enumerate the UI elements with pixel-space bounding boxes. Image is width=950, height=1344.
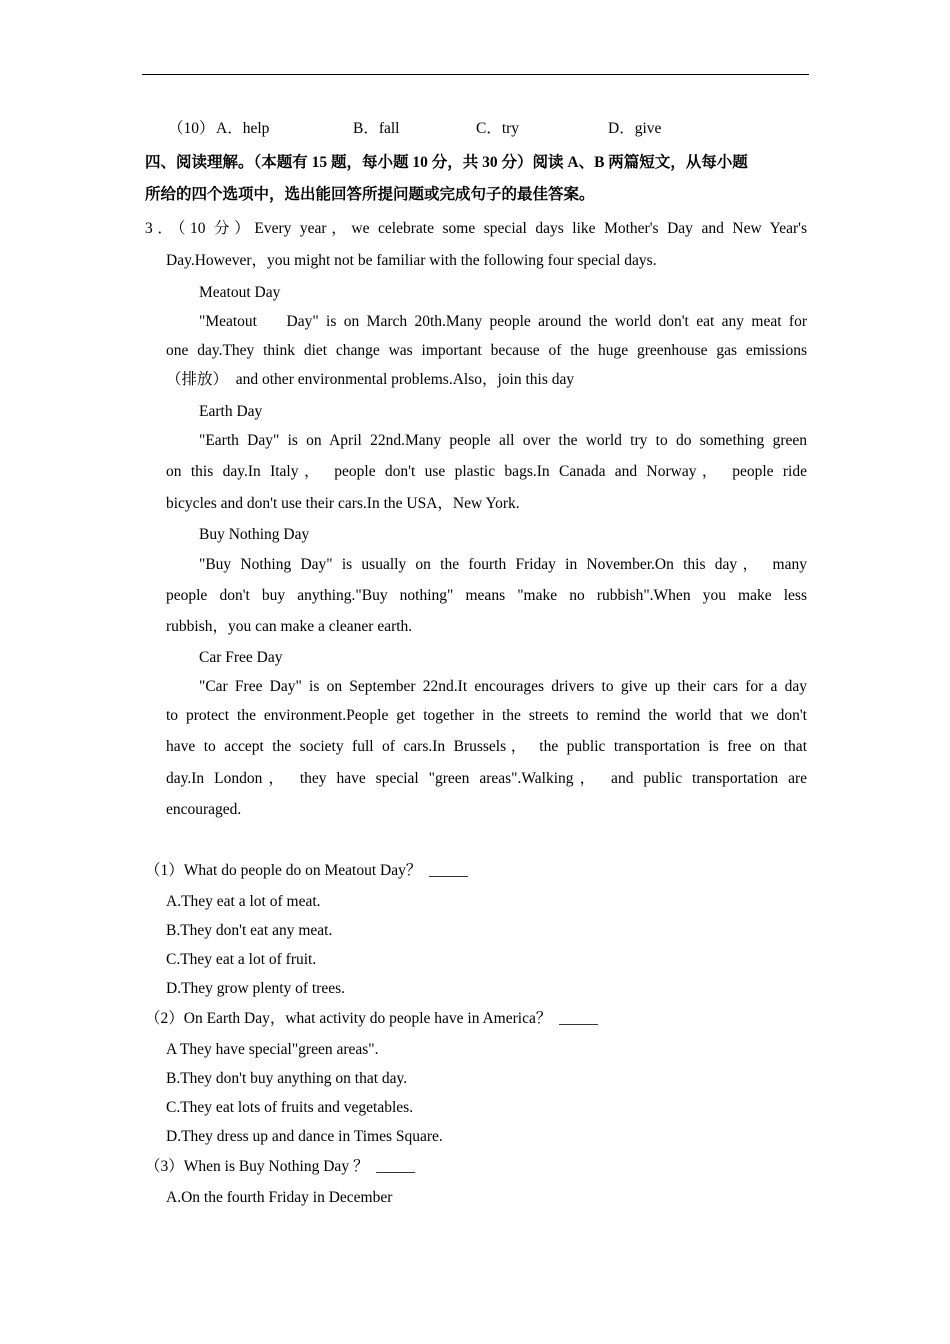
car-line4: day.In London， they have special "green areas".Walking， and public transportation are <box>166 770 807 787</box>
section-heading-line2: 所给的四个选项中，选出能回答所提问题或完成句子的最佳答案。 <box>145 186 595 203</box>
question-1-option-c: C.They eat a lot of fruit. <box>166 951 317 968</box>
buy-title: Buy Nothing Day <box>199 526 310 543</box>
meatout-line1: "Meatout Day" is on March 20th.Many people around the world don't eat any meat for <box>199 313 807 330</box>
q10-option-d: D．give <box>608 120 662 137</box>
question-3-option-a: A.On the fourth Friday in December <box>166 1189 393 1206</box>
car-line5: encouraged. <box>166 801 242 818</box>
meatout-line3: （排放） and other environmental problems.Also，join this day <box>166 371 575 388</box>
question-2-option-b: B.They don't buy anything on that day. <box>166 1070 408 1087</box>
question-1-option-d: D.They grow plenty of trees. <box>166 980 346 997</box>
earth-title: Earth Day <box>199 403 263 420</box>
question-2-option-c: C.They eat lots of fruits and vegetables. <box>166 1099 414 1116</box>
car-title: Car Free Day <box>199 649 283 666</box>
car-line2: to protect the environment.People get together in the streets to remind the world that we don't <box>166 707 807 724</box>
q3-intro-line1: 3．（10 分）Every year，we celebrate some special days like Mother's Day and New Year's <box>145 220 807 237</box>
question-2: （2）On Earth Day，what activity do people have in America？ _____ <box>145 1010 598 1027</box>
question-1-option-a: A.They eat a lot of meat. <box>166 893 321 910</box>
question-3: （3）When is Buy Nothing Day ？ _____ <box>145 1158 415 1175</box>
earth-line1: "Earth Day" is on April 22nd.Many people all over the world try to do something green <box>199 432 807 449</box>
buy-line2: people don't buy anything."Buy nothing" means "make no rubbish".When you make less <box>166 587 807 604</box>
meatout-line2: one day.They think diet change was important because of the huge greenhouse gas emissions <box>166 342 807 359</box>
buy-line3: rubbish，you can make a cleaner earth. <box>166 618 413 635</box>
car-line1: "Car Free Day" is on September 22nd.It encourages drivers to give up their cars for a day <box>199 678 807 695</box>
question-1-option-b: B.They don't eat any meat. <box>166 922 333 939</box>
q10-option-a: A．help <box>216 120 270 137</box>
buy-line1: "Buy Nothing Day" is usually on the fourth Friday in November.On this day， many <box>199 556 807 573</box>
question-2-option-a: A They have special"green areas". <box>166 1041 379 1058</box>
meatout-title: Meatout Day <box>199 284 281 301</box>
header-rule <box>142 74 809 75</box>
q3-intro-line2: Day.However，you might not be familiar with the following four special days. <box>166 252 657 269</box>
q10-option-b: B．fall <box>353 120 400 137</box>
earth-line3: bicycles and don't use their cars.In the USA，New York. <box>166 495 520 512</box>
car-line3: have to accept the society full of cars.In Brussels， the public transportation is free on that <box>166 738 807 755</box>
question-2-option-d: D.They dress up and dance in Times Square. <box>166 1128 443 1145</box>
q10-number: （10） <box>168 120 215 137</box>
q10-option-c: C．try <box>476 120 520 137</box>
question-1: （1）What do people do on Meatout Day？ _____ <box>145 862 468 879</box>
earth-line2: on this day.In Italy， people don't use plastic bags.In Canada and Norway， people ride <box>166 463 807 480</box>
section-heading-line1: 四、阅读理解。（本题有 15 题，每小题 10 分，共 30 分）阅读 A、B 两篇短文，从每小题 <box>145 154 748 171</box>
